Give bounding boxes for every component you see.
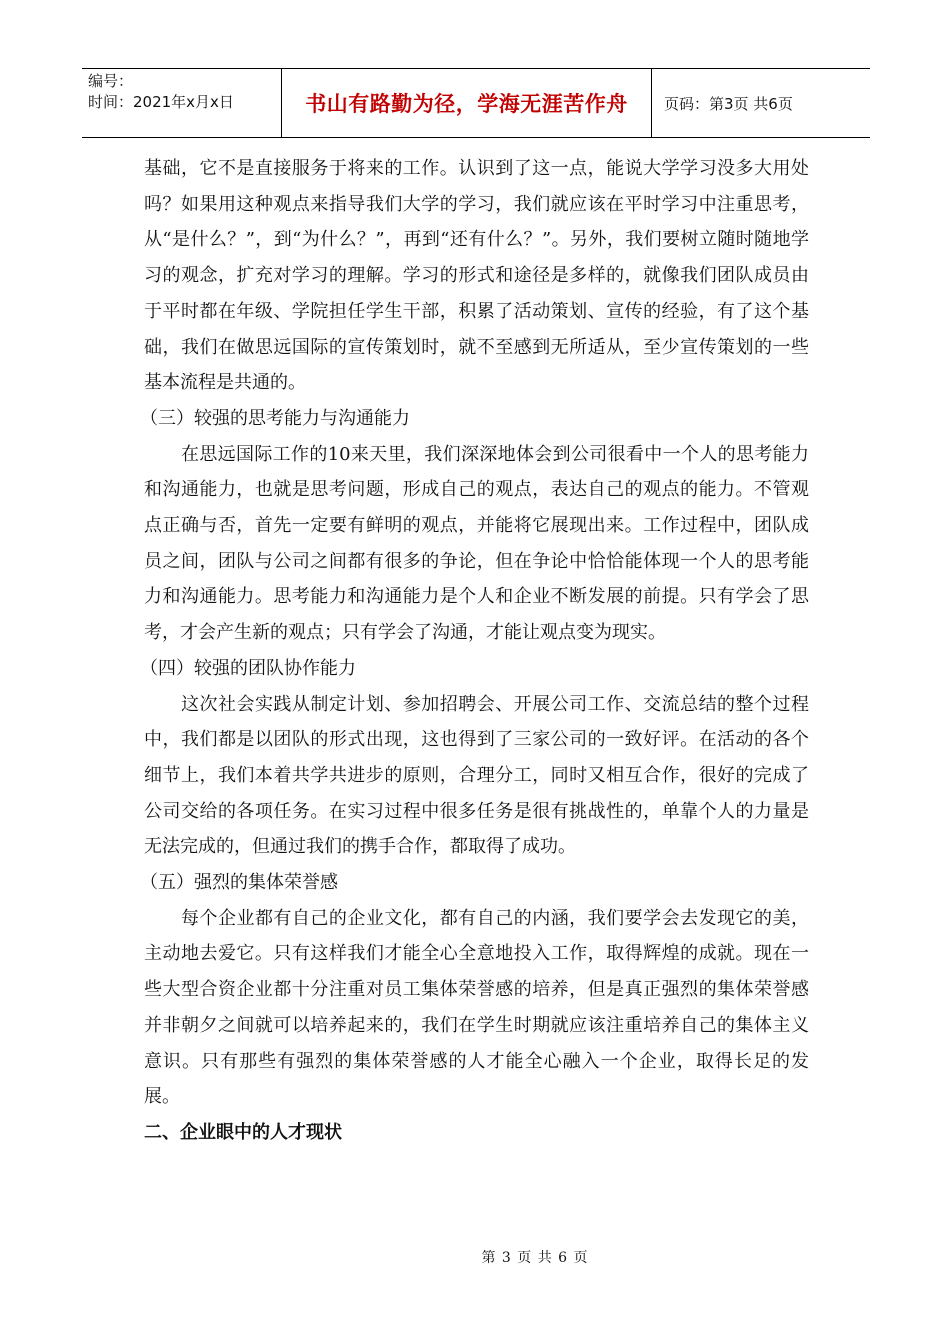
section-heading-talent-status: 二、企业眼中的人才现状	[144, 1121, 342, 1143]
header-page-info: 页码：第3页 共6页	[664, 94, 793, 113]
subheading-thinking-communication: （三）较强的思考能力与沟通能力	[140, 407, 410, 429]
paragraph-collective-honor: 每个企业都有自己的企业文化，都有自己的内涵，我们要学会去发现它的美，主动地去爱它。只有这样我们才能全心全意地投入工作，取得辉煌的成就。现在一些大型合资企业都十分注重对员工集体荣誉感的培养，但是真正强烈的集体荣誉感并非朝夕之间就可以培养起来的，我们在学生时期就应该注重培养自己的集体主义意识。只有那些有强烈的集体荣誉感的人才能全心融入一个企业，取得长足的发展。	[144, 907, 809, 1108]
header-motto: 书山有路勤为径，学海无涯苦作舟	[282, 69, 652, 137]
subheading-teamwork: （四）较强的团队协作能力	[140, 657, 356, 679]
paragraph-continuation: 基础，它不是直接服务于将来的工作。认识到了这一点，能说大学学习没多大用处吗？如果用这种观点来指导我们大学的学习，我们就应该在平时学习中注重思考，从“是什么？”，到“为什么？”，再到“还有什么？”。另外，我们要树立随时随地学习的观念，扩充对学习的理解。学习的形式和途径是多样的，就像我们团队成员由于平时都在年级、学院担任学生干部，积累了活动策划、宣传的经验，有了这个基础，我们在做思远国际的宣传策划时，就不至感到无所适从，至少宣传策划的一些基本流程是共通的。	[144, 158, 809, 394]
paragraph-teamwork: 这次社会实践从制定计划、参加招聘会、开展公司工作、交流总结的整个过程中，我们都是以团队的形式出现，这也得到了三家公司的一致好评。在活动的各个细节上，我们本着共学共进步的原则，合理分工，同时又相互合作，很好的完成了公司交给的各项任务。在实习过程中很多任务是很有挑战性的，单靠个人的力量是无法完成的，但通过我们的携手合作，都取得了成功。	[144, 693, 809, 858]
document-date: 时间：2021年x月x日	[88, 93, 234, 111]
document-number-label: 编号：	[88, 72, 134, 90]
header-meta	[82, 69, 282, 137]
document-body	[140, 151, 809, 1151]
page-footer	[0, 1247, 950, 1267]
subheading-collective-honor: （五）强烈的集体荣誉感	[140, 872, 338, 894]
page-header	[82, 68, 870, 138]
footer-page-number: 第 3 页 共 6 页	[481, 1250, 589, 1266]
paragraph-thinking-communication: 在思远国际工作的10来天里，我们深深地体会到公司很看中一个人的思考能力和沟通能力，也就是思考问题，形成自己的观点，表达自己的观点的能力。不管观点正确与否，首先一定要有鲜明的观点，并能将它展现出来。工作过程中，团队成员之间，团队与公司之间都有很多的争论，但在争论中恰恰能体现一个人的思考能力和沟通能力。思考能力和沟通能力是个人和企业不断发展的前提。只有学会了思考，才会产生新的观点；只有学会了沟通，才能让观点变为现实。	[144, 443, 809, 644]
